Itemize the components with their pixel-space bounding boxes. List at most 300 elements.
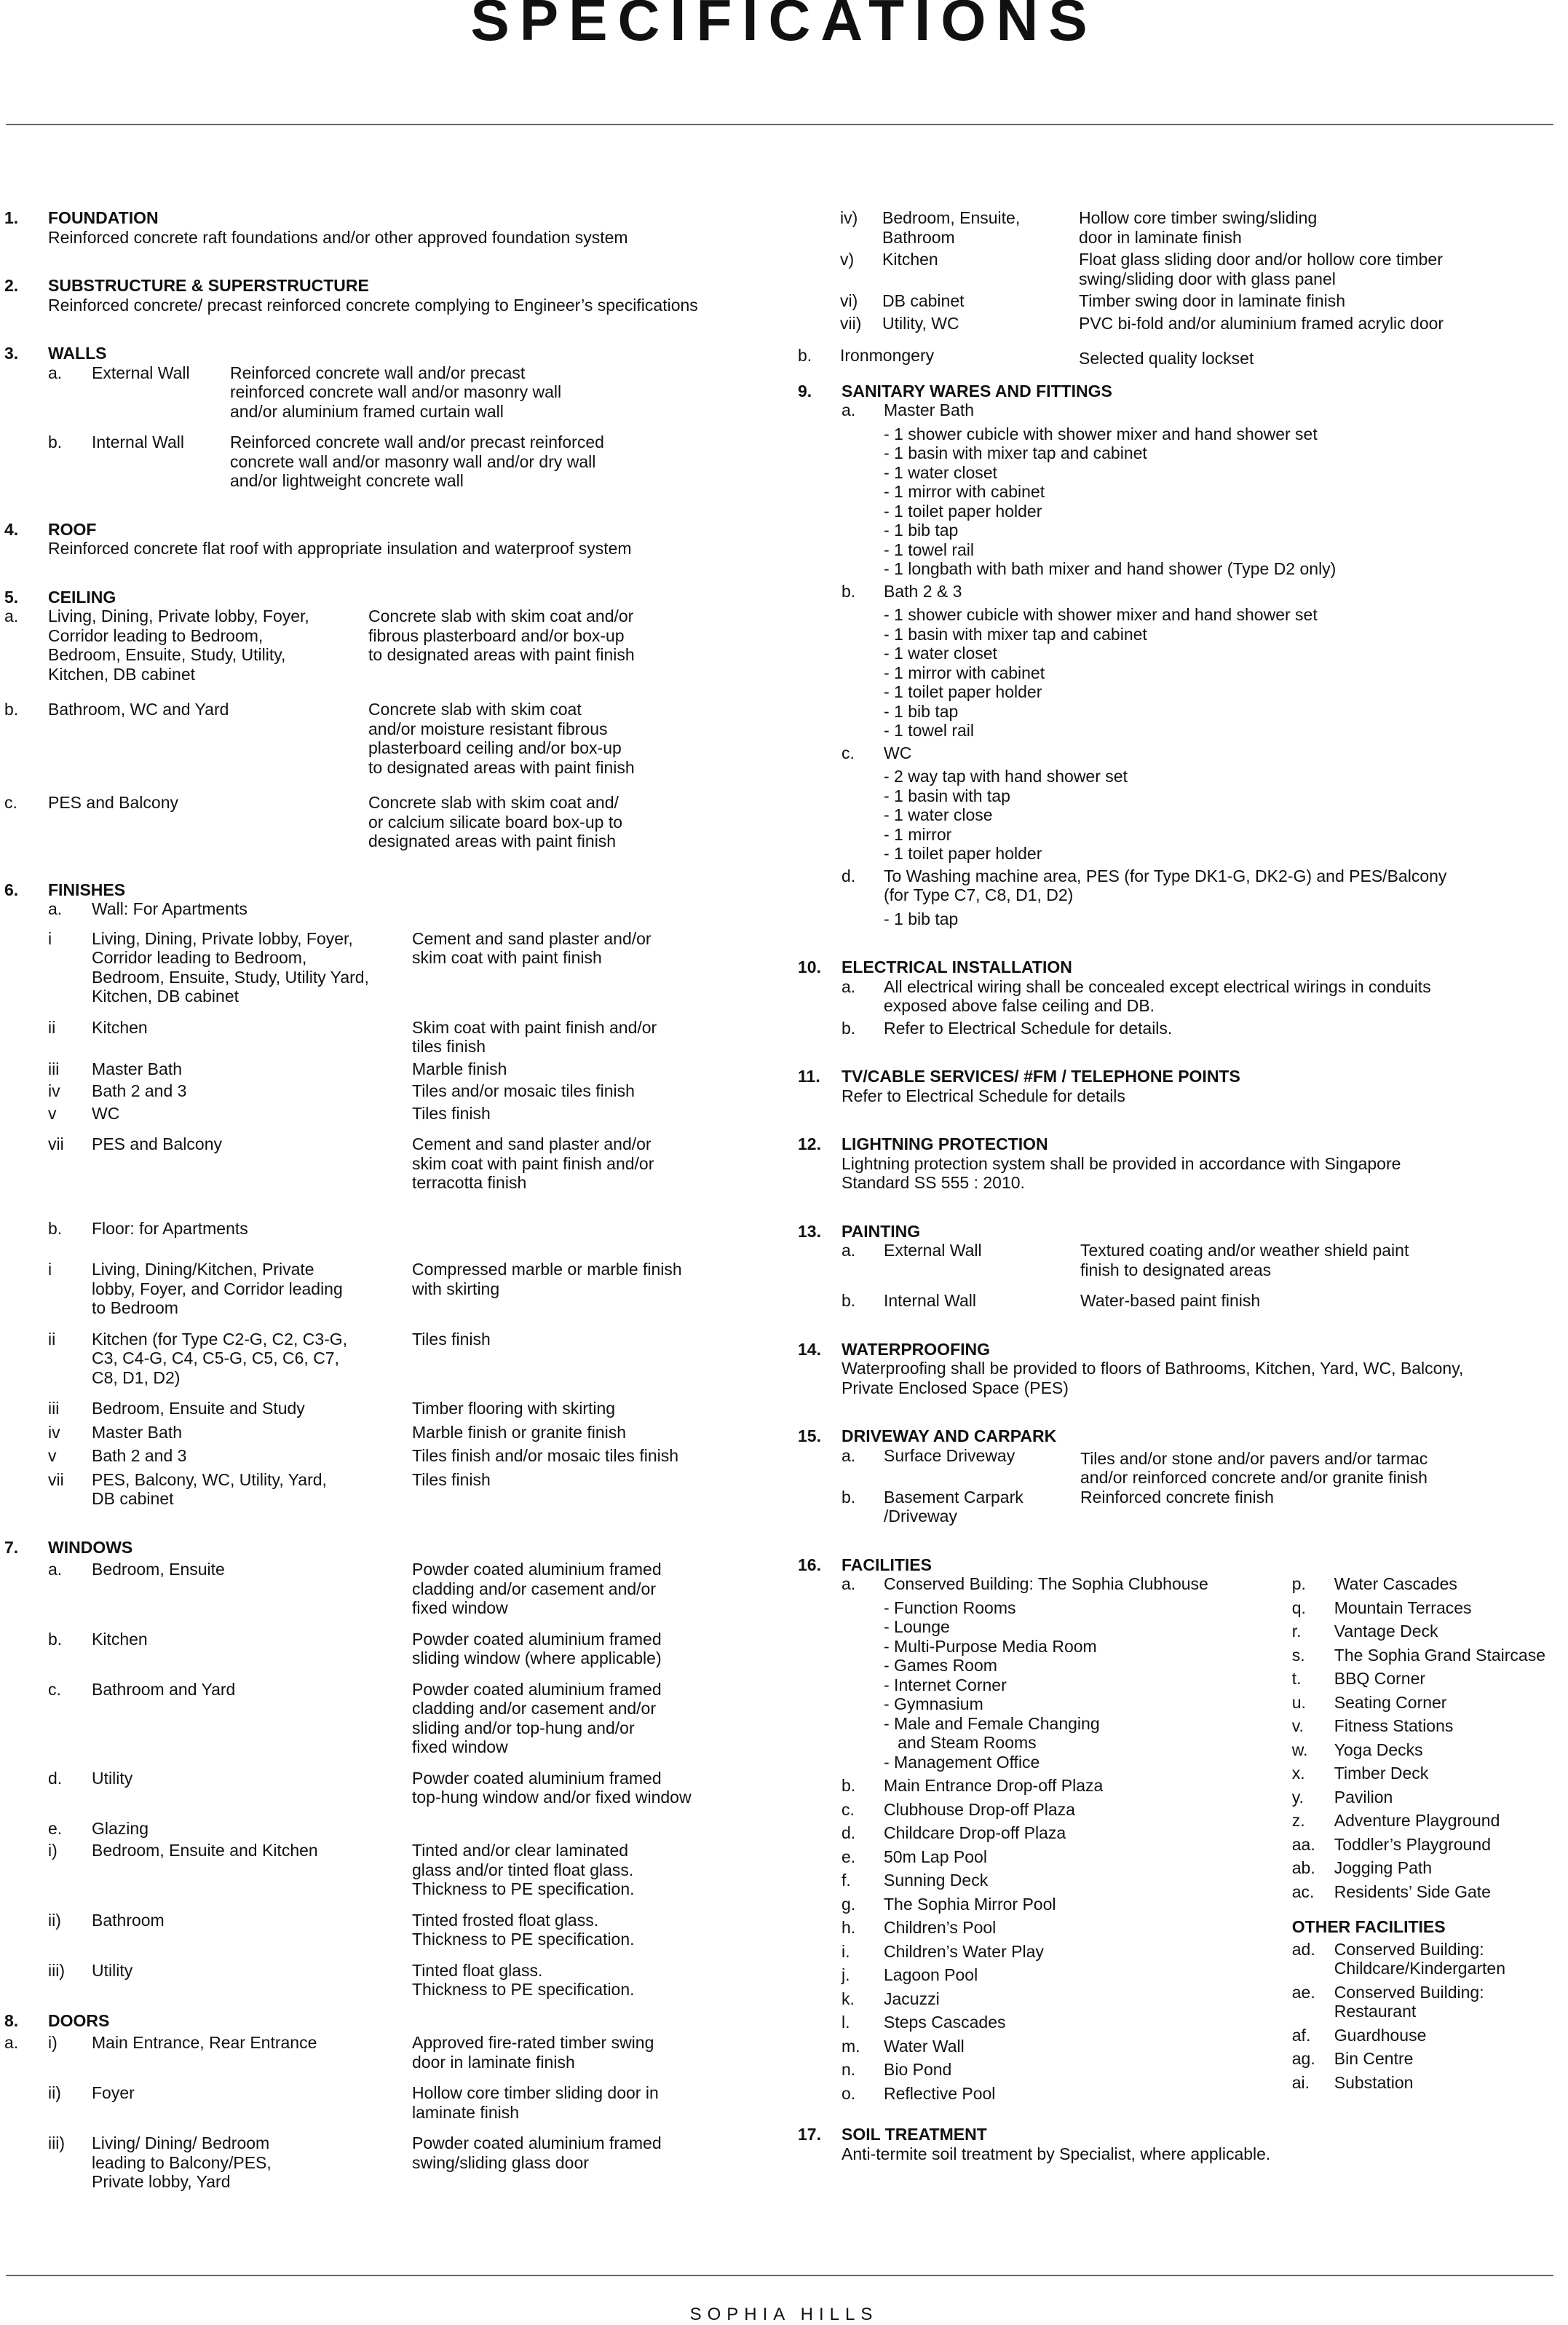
section-number: 3. — [4, 344, 19, 363]
row-value: Tinted and/or clear laminated glass and/or tinted float glass. Thickness to PE specification. — [412, 1841, 635, 1898]
fitting-item: - 1 mirror with cabinet — [884, 482, 1045, 501]
facility-item — [842, 1823, 1292, 1843]
row-value: Tiles and/or mosaic tiles finish — [412, 1081, 635, 1100]
row-key: r. — [1291, 1622, 1302, 1641]
row-label: Bin Centre — [1334, 2049, 1414, 2068]
row-value — [412, 1819, 761, 1839]
doors-continued — [798, 208, 1568, 368]
facility-item — [1292, 2073, 1568, 2093]
spec-row — [4, 2083, 761, 2122]
section-facilities — [798, 1555, 1568, 2104]
row-key: a. — [48, 1560, 63, 1579]
clubhouse-item: - Games Room — [884, 1656, 997, 1675]
facility-item — [1292, 1764, 1568, 1783]
spec-row — [4, 1680, 761, 1757]
facility-item — [1292, 1811, 1568, 1831]
section-body — [798, 1241, 1568, 1311]
section-doors — [4, 2011, 761, 2192]
row-label: Children’s Pool — [884, 1918, 997, 1937]
row-key: vii — [48, 1134, 64, 1153]
section-title: TV/CABLE SERVICES/ #FM / TELEPHONE POINTS — [842, 1067, 1240, 1086]
section-painting — [798, 1222, 1568, 1311]
spec-row — [4, 1841, 761, 1899]
row-label: Kitchen — [92, 1629, 148, 1649]
section-number: 13. — [798, 1221, 821, 1241]
facility-item — [1292, 1574, 1568, 1594]
row-key: iii) — [48, 1960, 65, 1980]
section-body — [798, 977, 1568, 1038]
spec-row — [4, 1018, 761, 1057]
facility-item — [1292, 1669, 1568, 1689]
fitting-item: - 1 water close — [884, 805, 993, 824]
facility-item — [1292, 1646, 1568, 1665]
section-title: SUBSTRUCTURE & SUPERSTRUCTURE — [48, 276, 369, 295]
row-value: All electrical wiring shall be concealed except electrical wirings in conduits exposed above false ceiling and DB. — [884, 976, 1431, 1015]
row-key: b. — [48, 1218, 63, 1238]
row-value: Concrete slab with skim coat and/ or calcium silicate board box-up to designated areas with paint finish — [368, 793, 622, 850]
facility-item — [1292, 1716, 1568, 1736]
row-value: Hollow core timber swing/sliding door in laminate finish — [1079, 208, 1318, 247]
fitting-item: - 1 mirror with cabinet — [884, 663, 1045, 682]
facility-item — [1292, 1740, 1568, 1760]
row-label: Residents’ Side Gate — [1334, 1882, 1491, 1901]
row-key: o. — [842, 2083, 856, 2103]
row-key: s. — [1291, 1645, 1305, 1665]
section-finishes — [4, 880, 761, 1509]
spec-row — [4, 1134, 761, 1193]
row-label: Living, Dining/Kitchen, Private lobby, Foyer, and Corridor leading to Bedroom — [92, 1260, 343, 1317]
row-key: iii — [48, 1399, 60, 1418]
spec-row — [4, 700, 761, 777]
section-number: 10. — [798, 958, 821, 976]
row-key: g. — [842, 1894, 856, 1914]
section-header — [798, 1340, 1568, 1359]
spec-row — [48, 433, 761, 491]
fitting-item: - 1 towel rail — [884, 540, 974, 559]
row-label: Reflective Pool — [884, 2083, 996, 2103]
row-value: Powder coated aluminium framed cladding and/or casement and/or sliding and/or top-hung and/or fixed window — [412, 1679, 662, 1756]
section-body — [798, 1574, 1568, 2103]
section-number: 11. — [798, 1067, 820, 1086]
row-key: z. — [1291, 1811, 1305, 1830]
spec-row — [4, 1330, 761, 1388]
section-number: 1. — [4, 208, 19, 227]
row-key: e. — [842, 1847, 856, 1866]
row-label: Internal Wall — [884, 1291, 976, 1310]
row-label: The Sophia Mirror Pool — [884, 1894, 1056, 1914]
bottom-divider — [6, 2275, 1553, 2276]
spec-row — [48, 363, 761, 422]
row-label: Conserved Building: Restaurant — [1334, 1982, 1484, 2021]
row-key: vii — [48, 1469, 64, 1489]
fitting-item: - 1 basin with mixer tap and cabinet — [884, 443, 1147, 462]
row-key: q. — [1291, 1598, 1306, 1617]
row-label: Kitchen — [882, 250, 938, 269]
row-label: Master Bath — [92, 1059, 182, 1078]
row-label: Water Wall — [884, 2036, 965, 2056]
row-label: Children’s Water Play — [884, 1941, 1044, 1961]
footer-brand: SOPHIA HILLS — [689, 2305, 879, 2324]
facility-item — [842, 1895, 1292, 1914]
row-label: External Wall — [92, 363, 190, 382]
group-header — [842, 743, 1568, 763]
row-key-spacer — [798, 291, 840, 311]
section-body: Reinforced concrete flat roof with appropriate insulation and waterproof system — [48, 539, 632, 558]
row-label: The Sophia Grand Staircase — [1334, 1645, 1545, 1665]
fitting-item: - 1 shower cubicle with shower mixer and hand shower set — [884, 605, 1318, 624]
row-key-spacer — [798, 250, 840, 288]
row-key: iv — [48, 1081, 60, 1100]
row-label: Vantage Deck — [1334, 1622, 1438, 1641]
row-key: d. — [842, 866, 856, 885]
facility-item — [1292, 1983, 1568, 2021]
clubhouse-item: - Gymnasium — [884, 1694, 983, 1713]
row-label: Bath 2 & 3 — [884, 581, 962, 601]
section-title: SOIL TREATMENT — [842, 2125, 987, 2144]
row-key-outer: a. — [4, 2033, 19, 2052]
section-body — [4, 1560, 761, 2000]
row-value: Timber swing door in laminate finish — [1079, 291, 1346, 310]
section-title: FINISHES — [48, 880, 126, 899]
row-label: Internal Wall — [92, 433, 184, 451]
spec-row — [842, 1291, 1568, 1311]
section-header — [4, 520, 761, 540]
row-key: x. — [1291, 1764, 1305, 1783]
facility-item — [842, 1847, 1292, 1867]
row-value: Powder coated aluminium framed sliding window (where applicable) — [412, 1629, 662, 1667]
row-key: iii) — [48, 2133, 65, 2152]
row-label: Bedroom, Ensuite and Kitchen — [92, 1841, 318, 1860]
section-header — [798, 1555, 1568, 1575]
row-label: DB cabinet — [882, 291, 965, 310]
section-title: CEILING — [48, 587, 116, 607]
clubhouse-list — [842, 1598, 1292, 1772]
row-label: Fitness Stations — [1334, 1716, 1454, 1735]
clubhouse-item: - Multi-Purpose Media Room — [884, 1636, 1097, 1656]
section-header — [4, 1538, 761, 1558]
row-key: a. — [48, 899, 63, 918]
clubhouse-item: - Function Rooms — [884, 1598, 1016, 1617]
row-label: Ironmongery — [840, 346, 935, 365]
row-value: Tinted float glass. Thickness to PE specification. — [412, 1960, 635, 1999]
row-value: Reinforced concrete finish — [1080, 1487, 1274, 1507]
clubhouse-item: - Internet Corner — [884, 1675, 1007, 1694]
row-label: Basement Carpark /Driveway — [884, 1487, 1023, 1525]
section-soil — [798, 2125, 1568, 2163]
row-key: af. — [1291, 2025, 1311, 2045]
row-label: Main Entrance, Rear Entrance — [92, 2033, 317, 2052]
row-key: e. — [48, 1818, 63, 1838]
facility-item — [842, 2060, 1292, 2080]
row-value: Tiles finish and/or mosaic tiles finish — [412, 1446, 679, 1465]
row-label: Steps Cascades — [884, 2013, 1006, 2032]
subsection-title: Floor: for Apartments — [92, 1218, 248, 1238]
clubhouse-item: - Management Office — [884, 1752, 1040, 1772]
fitting-item: - 1 water closet — [884, 644, 997, 663]
row-label: Pavilion — [1334, 1787, 1393, 1807]
row-value: Reinforced concrete wall and/or precast reinforced concrete wall and/or masonry wall and/or aluminium framed curtain wall — [230, 363, 562, 421]
row-label: Main Entrance Drop-off Plaza — [884, 1776, 1104, 1795]
row-label: Jogging Path — [1334, 1858, 1433, 1877]
fitting-item: - 1 bib tap — [884, 909, 959, 928]
row-label: Water Cascades — [1334, 1574, 1457, 1593]
section-walls — [4, 344, 761, 491]
spec-row — [4, 1423, 761, 1442]
spec-row — [842, 1488, 1568, 1526]
row-key: iv) — [840, 208, 858, 227]
section-body — [798, 400, 1568, 928]
section-number: 2. — [4, 276, 19, 295]
spec-row — [798, 346, 1568, 368]
section-number: 14. — [798, 1339, 821, 1359]
row-label: Living/ Dining/ Bedroom leading to Balcony/PES, Private lobby, Yard — [92, 2133, 272, 2191]
row-value: Hollow core timber sliding door in laminate finish — [412, 2083, 659, 2122]
row-key: ab. — [1291, 1858, 1315, 1877]
section-roof — [4, 520, 761, 558]
section-title: DOORS — [48, 2010, 110, 2030]
row-label: Adventure Playground — [1334, 1811, 1500, 1830]
facility-item — [842, 1942, 1292, 1962]
row-key: c. — [4, 793, 17, 812]
page-title: SPECIFICATIONS — [470, 0, 1098, 52]
row-label: Bedroom, Ensuite, Bathroom — [882, 208, 1021, 247]
row-key: c. — [842, 743, 855, 762]
row-key: b. — [48, 433, 63, 451]
facility-item — [1292, 1940, 1568, 1978]
fitting-item: - 1 toilet paper holder — [884, 682, 1042, 701]
row-label: Utility — [92, 1960, 133, 1980]
section-driveway — [798, 1426, 1568, 1526]
row-label: Lagoon Pool — [884, 1965, 978, 1984]
spec-row — [4, 1630, 761, 1668]
facility-item — [1292, 1835, 1568, 1855]
section-title: LIGHTNING PROTECTION — [842, 1134, 1048, 1153]
row-key: w. — [1291, 1740, 1308, 1759]
spec-row — [4, 1399, 761, 1418]
row-label: Utility — [92, 1768, 133, 1788]
row-key: l. — [842, 2013, 850, 2032]
section-number: 8. — [4, 2010, 19, 2030]
section-structure — [4, 276, 761, 315]
fitting-item: - 1 toilet paper holder — [884, 844, 1042, 863]
row-key: h. — [842, 1918, 856, 1937]
row-label: Clubhouse Drop-off Plaza — [884, 1799, 1075, 1819]
section-title: SANITARY WARES AND FITTINGS — [842, 381, 1112, 400]
section-title: WATERPROOFING — [842, 1339, 991, 1359]
row-label: PES and Balcony — [92, 1134, 223, 1153]
section-header — [4, 344, 761, 363]
row-key: v) — [840, 250, 855, 269]
row-label: Utility, WC — [882, 313, 959, 333]
row-key-outer — [4, 2133, 48, 2192]
spec-row — [4, 1470, 761, 1509]
section-header — [798, 1426, 1568, 1446]
section-header — [4, 880, 761, 900]
fitting-list — [842, 909, 1568, 929]
row-key: a. — [842, 1445, 856, 1465]
section-windows — [4, 1538, 761, 2000]
row-key: j. — [842, 1965, 850, 1984]
row-label: External Wall — [884, 1241, 982, 1260]
section-header — [4, 276, 761, 296]
fitting-item: - 1 shower cubicle with shower mixer and hand shower set — [884, 424, 1318, 443]
row-label: Mountain Terraces — [1334, 1598, 1472, 1617]
row-key: i — [48, 1260, 52, 1279]
row-label: Kitchen (for Type C2-G, C2, C3-G, C3, C4-G, C4, C5-G, C5, C6, C7, C8, D1, D2) — [92, 1329, 348, 1387]
row-key: a. — [842, 1241, 856, 1260]
spec-row — [4, 793, 761, 851]
row-label: Seating Corner — [1334, 1692, 1447, 1712]
row-key: y. — [1291, 1787, 1304, 1807]
section-header — [798, 1222, 1568, 1242]
section-s12 — [798, 1134, 1568, 1193]
section-number: 5. — [4, 587, 19, 607]
row-key: ii — [48, 1017, 56, 1037]
fitting-item: - 1 toilet paper holder — [884, 501, 1042, 521]
section-header — [798, 2125, 1568, 2144]
row-label: Glazing — [92, 1818, 149, 1838]
facility-item — [1292, 1622, 1568, 1641]
row-label: Bathroom and Yard — [92, 1679, 236, 1699]
fitting-item: - 1 longbath with bath mixer and hand shower (Type D2 only) — [884, 559, 1337, 578]
facility-item — [1292, 1788, 1568, 1807]
row-label: Kitchen — [92, 1017, 148, 1037]
row-key: v — [48, 1446, 57, 1465]
row-key: ad. — [1291, 1939, 1315, 1959]
row-label: BBQ Corner — [1334, 1669, 1426, 1688]
right-column — [798, 208, 1568, 2192]
facility-item — [842, 1989, 1292, 2009]
row-key: b. — [842, 1018, 856, 1038]
row-value: Concrete slab with skim coat and/or fibrous plasterboard and/or box-up to designated areas with paint finish — [368, 607, 635, 664]
facility-item — [842, 1800, 1292, 1820]
row-value: Timber flooring with skirting — [412, 1399, 616, 1418]
row-key: k. — [842, 1989, 855, 2008]
row-value: Refer to Electrical Schedule for details. — [884, 1018, 1173, 1038]
section-body: Refer to Electrical Schedule for details — [842, 1086, 1125, 1105]
row-key-spacer — [798, 208, 840, 247]
section-body: Reinforced concrete raft foundations and/or other approved foundation system — [48, 227, 628, 247]
row-value: Powder coated aluminium framed swing/sliding glass door — [412, 2133, 662, 2172]
section-body: Reinforced concrete/ precast reinforced concrete complying to Engineer’s specifications — [48, 295, 698, 315]
section-number: 7. — [4, 1537, 19, 1557]
row-value: Skim coat with paint finish and/or tiles finish — [412, 1017, 657, 1056]
row-label: Living, Dining, Private lobby, Foyer, Corridor leading to Bedroom, Bedroom, Ensuite, Study, Utility Yard, Kitchen, DB cabinet — [92, 928, 369, 1006]
spec-row — [4, 1081, 761, 1101]
row-label: Bath 2 and 3 — [92, 1446, 187, 1465]
fitting-item: - 1 bib tap — [884, 521, 959, 540]
row-label: Bedroom, Ensuite and Study — [92, 1399, 305, 1418]
row-label: Timber Deck — [1334, 1764, 1429, 1783]
row-key: ac. — [1291, 1882, 1315, 1901]
spec-row — [4, 1446, 761, 1466]
row-key: a. — [4, 607, 19, 625]
fitting-item: - 1 bib tap — [884, 701, 959, 721]
row-key: v. — [1291, 1716, 1304, 1735]
facility-item — [842, 2037, 1292, 2056]
section-ceiling — [4, 588, 761, 851]
section-electrical — [798, 958, 1568, 1038]
spec-row — [798, 250, 1568, 288]
row-value: Tinted frosted float glass. Thickness to PE specification. — [412, 1910, 635, 1949]
row-value: Selected quality lockset — [1079, 349, 1254, 368]
fitting-item: - 1 towel rail — [884, 721, 974, 740]
row-label: Bathroom, WC and Yard — [48, 700, 229, 719]
section-number: 17. — [798, 2125, 821, 2144]
fitting-item: - 1 basin with tap — [884, 786, 1010, 805]
facility-item — [842, 1918, 1292, 1938]
section-sanitary — [798, 382, 1568, 929]
facility-item — [842, 1574, 1292, 1594]
spec-row — [4, 2033, 761, 2072]
group-header — [842, 400, 1568, 420]
section-header — [4, 588, 761, 607]
row-label: PES and Balcony — [48, 793, 179, 812]
row-key: a. — [842, 976, 856, 996]
row-label: WC — [884, 743, 912, 762]
row-value: Water-based paint finish — [1080, 1291, 1261, 1310]
facilities-col-2 — [1292, 1574, 1568, 2103]
subsection-header — [4, 899, 761, 919]
section-foundation — [4, 208, 761, 247]
section-header — [798, 382, 1568, 401]
row-key: ag. — [1291, 2049, 1315, 2068]
spec-row — [4, 1104, 761, 1124]
section-body — [0, 607, 761, 851]
row-label: Substation — [1334, 2072, 1414, 2092]
row-label: Master Bath — [92, 1422, 182, 1442]
facility-item — [842, 1965, 1292, 1985]
row-value: Cement and sand plaster and/or skim coat with paint finish — [412, 928, 652, 967]
row-value: Concrete slab with skim coat and/or moisture resistant fibrous plasterboard ceiling and/or box-up to designated areas with paint finish — [368, 700, 635, 777]
facility-item — [1292, 2049, 1568, 2069]
clubhouse-item: - Lounge — [884, 1617, 950, 1636]
row-label: Bath 2 and 3 — [92, 1081, 187, 1100]
row-label: Living, Dining, Private lobby, Foyer, Corridor leading to Bedroom, Bedroom, Ensuite, Study, Utility, Kitchen, DB cabinet — [48, 607, 309, 684]
row-value: Cement and sand plaster and/or skim coat with paint finish and/or terracotta finish — [412, 1134, 654, 1192]
row-key: b. — [842, 1487, 856, 1507]
row-key: ii) — [48, 1910, 61, 1930]
row-label: To Washing machine area, PES (for Type DK1-G, DK2-G) and PES/Balcony (for Type C7, C8, D1, D2) — [884, 866, 1447, 904]
section-body: Lightning protection system shall be provided in accordance with Singapore Standard SS 555 : 2010. — [842, 1153, 1401, 1192]
section-body — [4, 363, 761, 491]
section-header — [4, 208, 761, 228]
row-value: Tiles and/or stone and/or pavers and/or tarmac and/or reinforced concrete and/or granite finish — [1080, 1448, 1428, 1487]
row-key: u. — [1291, 1692, 1306, 1712]
section-header — [798, 1134, 1568, 1154]
facility-item — [842, 1871, 1292, 1890]
row-key: b. — [48, 1629, 63, 1649]
row-key: ii) — [48, 2083, 61, 2102]
row-label: Foyer — [92, 2083, 135, 2102]
row-label: Sunning Deck — [884, 1871, 989, 1890]
row-key: i) — [48, 2033, 58, 2052]
section-title: WINDOWS — [48, 1537, 133, 1557]
spec-row — [4, 1911, 761, 1949]
other-facilities-heading: OTHER FACILITIES — [1291, 1917, 1446, 1936]
spec-row — [798, 314, 1568, 333]
facility-item — [1292, 1858, 1568, 1878]
row-value: PVC bi-fold and/or aluminium framed acrylic door — [1079, 313, 1444, 333]
row-label: 50m Lap Pool — [884, 1847, 987, 1866]
row-key: i — [48, 928, 52, 948]
row-label: Conserved Building: Childcare/Kindergarten — [1334, 1939, 1506, 1978]
section-title: FOUNDATION — [48, 208, 159, 227]
section-title: ELECTRICAL INSTALLATION — [842, 958, 1072, 976]
fitting-item: - 1 basin with mixer tap and cabinet — [884, 624, 1147, 644]
section-title: WALLS — [48, 344, 107, 363]
row-label: Conserved Building: The Sophia Clubhouse — [884, 1574, 1208, 1593]
